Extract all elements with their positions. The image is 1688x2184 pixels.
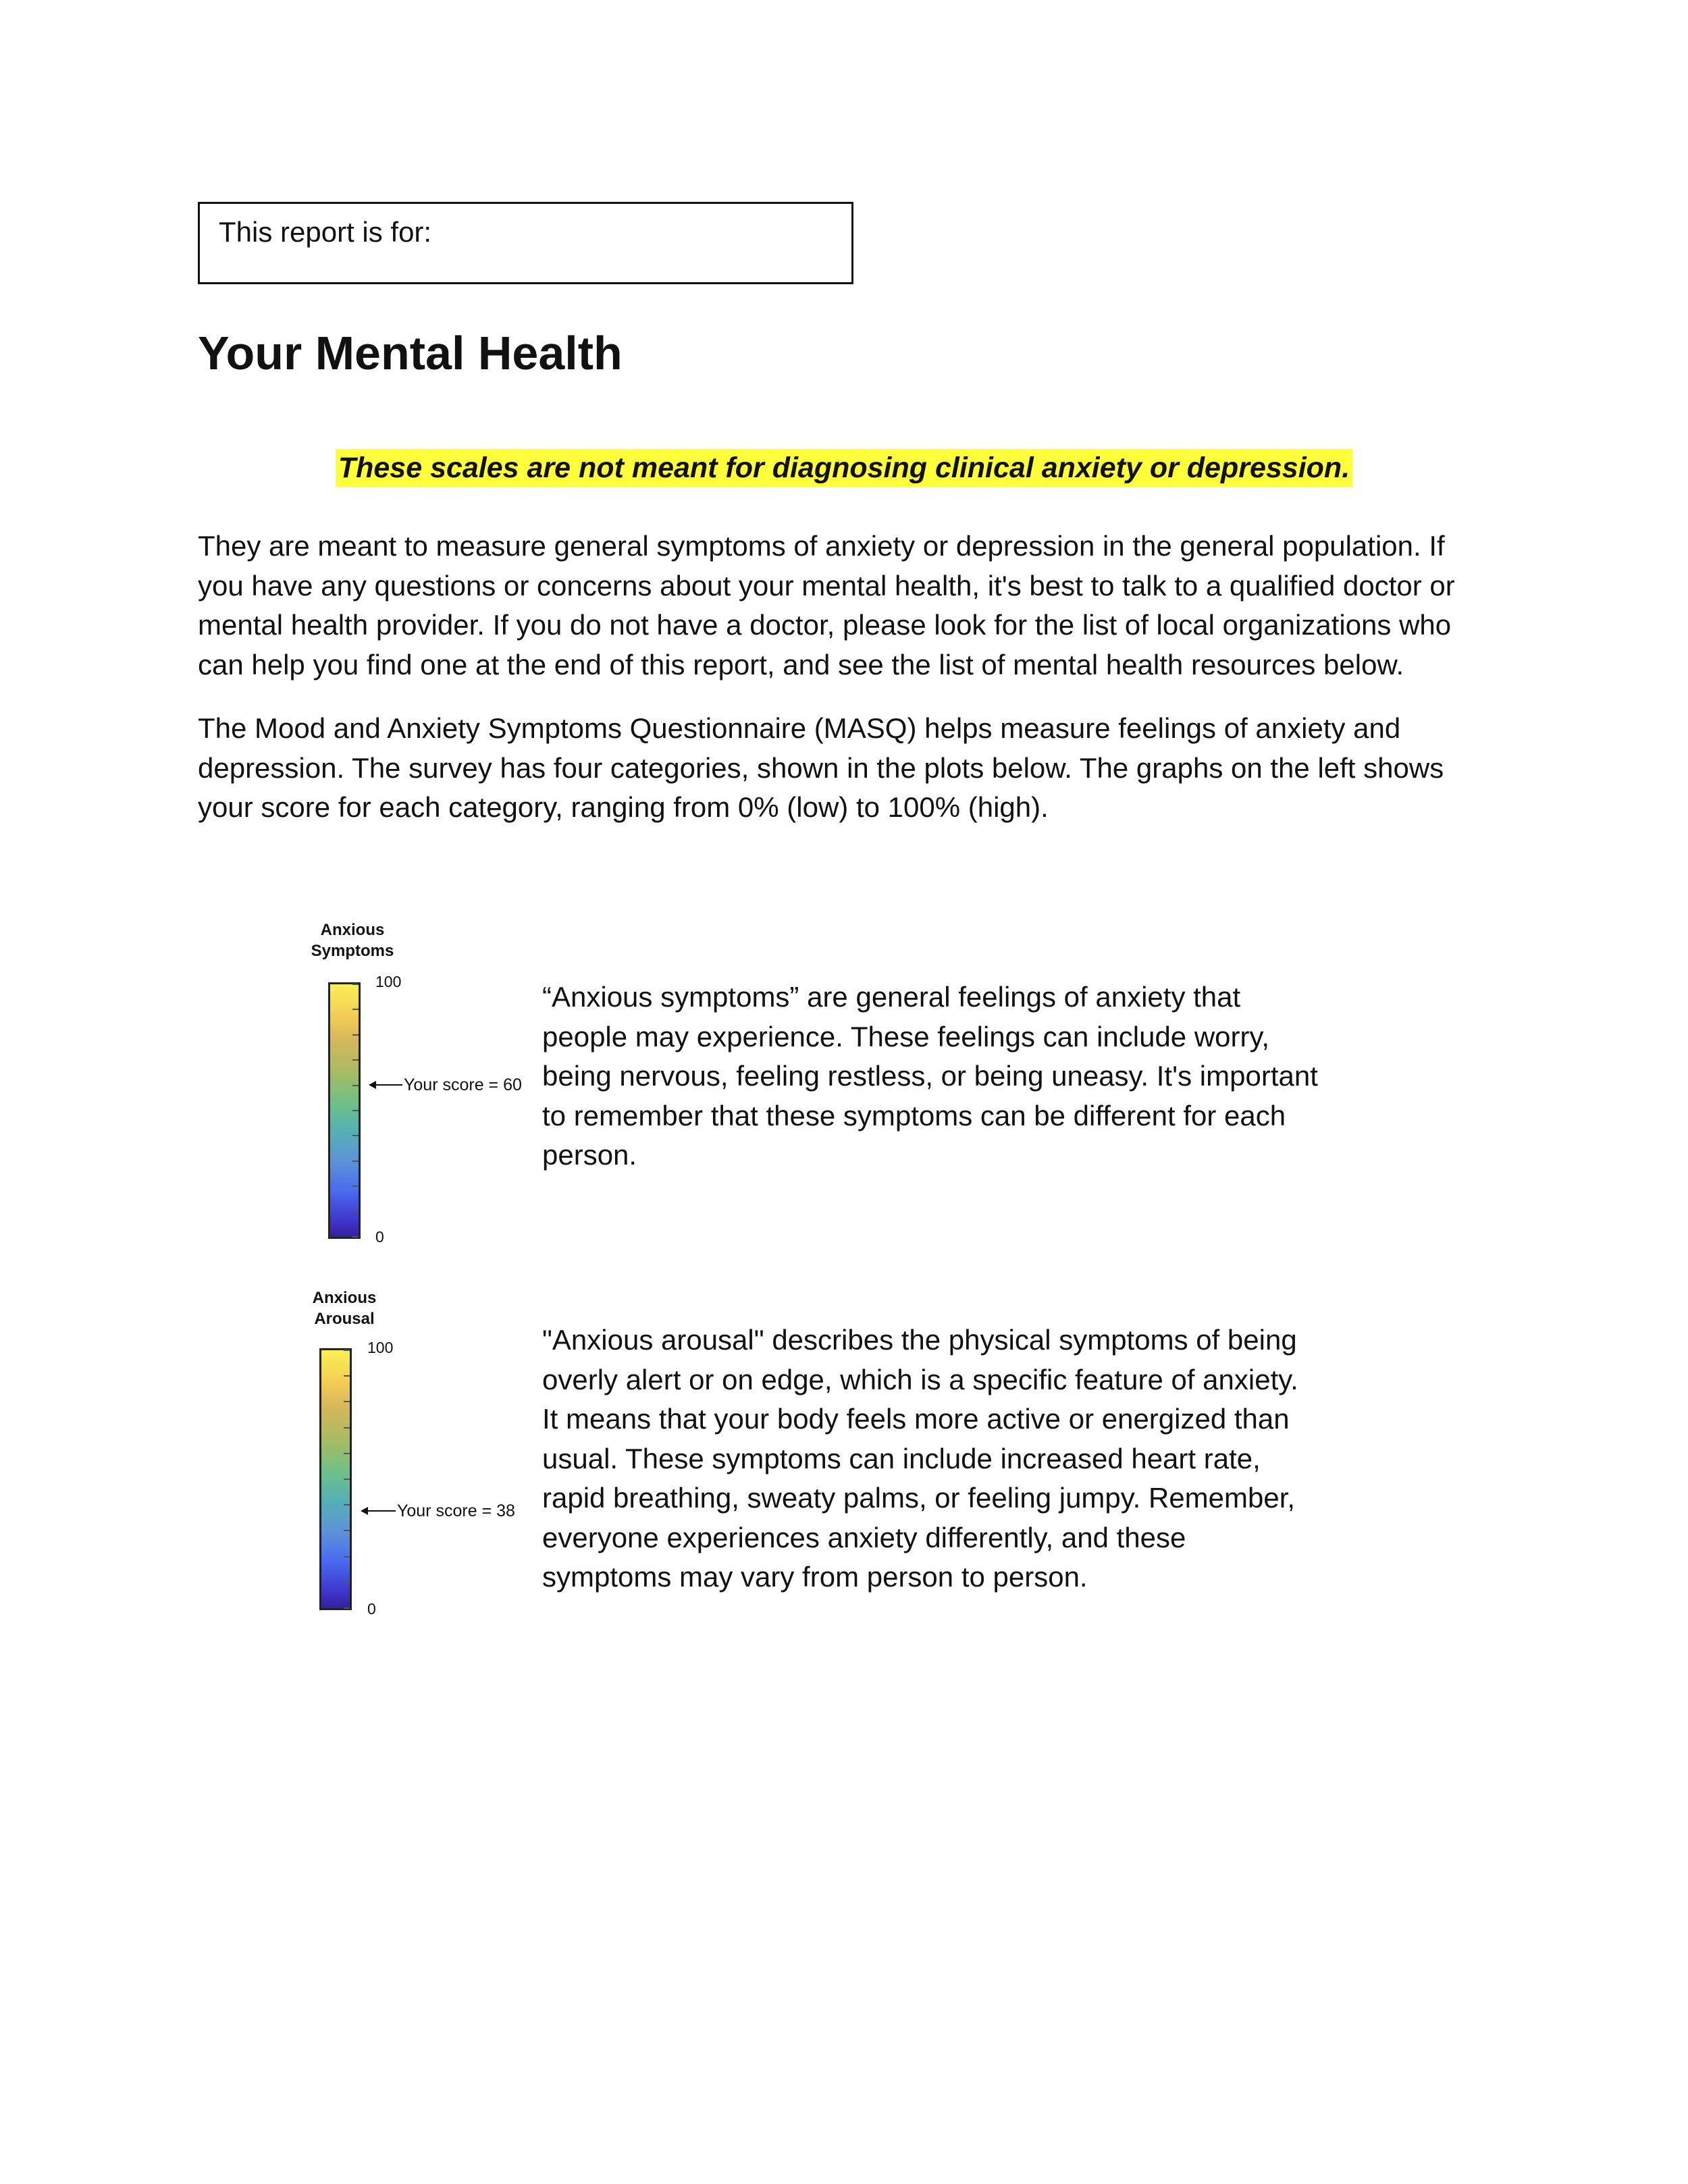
disclaimer-container <box>0 449 1688 487</box>
scale-tick <box>352 1236 359 1237</box>
disclaimer-highlight: These scales are not meant for diagnosing clinical anxiety or depression. <box>336 449 1352 487</box>
scale-tick <box>352 1211 359 1213</box>
score-arrow-icon <box>369 1075 402 1095</box>
masq-paragraph: The Mood and Anxiety Symptoms Questionnaire (MASQ) helps measure feelings of anxiety and depression. The survey has four categories, shown in the plots below. The graphs on the left shows your score for each category, ranging from 0% (low) to 100% (high). <box>198 712 1444 823</box>
page-title: Your Mental Health <box>198 327 623 379</box>
scale-tick <box>352 1186 359 1187</box>
scale-tick <box>344 1504 350 1506</box>
scale-tick <box>352 1059 359 1061</box>
scale-tick <box>344 1350 350 1351</box>
scale-tick <box>344 1530 350 1531</box>
intro-paragraph: They are meant to measure general symptoms of anxiety or depression in the general population. If you have any questions or concerns about your mental health, it's best to talk to a qualified doctor or mental health provider. If you do not have a doctor, please look for the list of local organizations who can help you find one at the end of this report, and see the list of mental health resources below. <box>198 530 1455 681</box>
scale-title-line: Arousal <box>314 1310 375 1328</box>
scale-tick <box>344 1556 350 1557</box>
scale-tick <box>344 1375 350 1377</box>
scale-min-label: 0 <box>375 1228 384 1246</box>
scale-tick <box>352 1009 359 1010</box>
scale-tick <box>344 1607 350 1609</box>
scale-title-line: Anxious <box>320 921 385 939</box>
scale-max-label: 100 <box>375 973 402 990</box>
anxious-arousal-scale-title <box>297 1287 392 1329</box>
anxious-symptoms-score-label: Your score = 60 <box>404 1075 522 1094</box>
anxious-arousal-score-label: Your score = 38 <box>397 1501 515 1520</box>
anxious-symptoms-description: “Anxious symptoms” are general feelings of anxiety that people may experience. These feelings can include worry, being nervous, feeling restless, or being uneasy. It's important to remember that these symptoms can be different for each person. <box>542 981 1318 1171</box>
score-arrow-icon <box>361 1501 396 1521</box>
scale-tick <box>352 1034 359 1036</box>
scale-tick <box>344 1453 350 1454</box>
scale-title-line: Symptoms <box>311 942 394 960</box>
scale-tick <box>352 1135 359 1136</box>
anxious-arousal-description: "Anxious arousal" describes the physical symptoms of being overly alert or on edge, which is a specific feature of anxiety. It means that your body feels more active or energized than usual. These symptoms can include increased heart rate, rapid breathing, sweaty palms, or feeling jumpy. Remember, everyone experiences anxiety differently, and these symptoms may vary from person to person. <box>542 1324 1298 1593</box>
report-recipient-box <box>198 202 853 284</box>
scale-tick <box>352 1110 359 1111</box>
report-recipient-label: This report is for: <box>219 216 432 248</box>
scale-tick <box>344 1401 350 1402</box>
scale-tick <box>352 1161 359 1162</box>
scale-tick <box>344 1479 350 1480</box>
anxious-symptoms-scale-title <box>298 920 406 961</box>
scale-max-label: 100 <box>367 1339 394 1356</box>
scale-min-label: 0 <box>367 1600 376 1618</box>
scale-title-line: Anxious <box>312 1289 377 1307</box>
scale-tick <box>352 1085 359 1086</box>
scale-tick <box>352 984 359 985</box>
scale-tick <box>344 1427 350 1429</box>
scale-tick <box>344 1582 350 1583</box>
